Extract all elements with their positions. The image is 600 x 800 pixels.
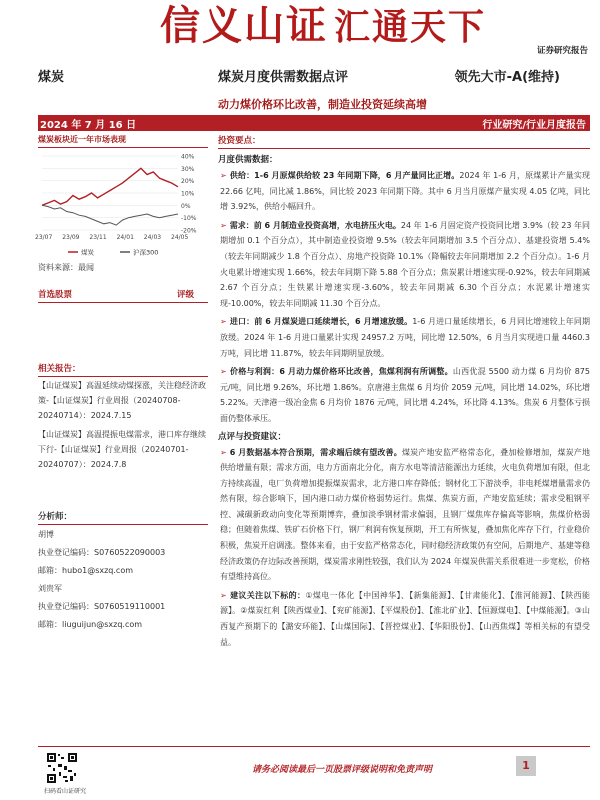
x-tick-label: 23/07 xyxy=(35,234,53,241)
paragraph-text: 24 年 1-6 月固定资产投资同比增 3.9%（较 23 年同期增加 0.1 个百分点），其中制造业投资增 9.5%（较去年同期增加 3.5 个百分点）、基建投资增 5.4%（较去年同期减少 1.8 个百分点）、房地产投资降 10.1%（降幅较去年同期增加 2.2 个百分点）。1-6 月火电累计增速实现 1.66%，较去年同期下降 5.88 个百分点；焦炭累计增速实现-0.92%，较去年同期减 2.67 个百分点；生铁累计增速实现-3.60%，较去年同期减 6.30 个百分点；水泥累计增速实现-10.00%，较去年同期减 11.30 个百分点。 xyxy=(220,220,590,308)
x-tick-label: 23/09 xyxy=(62,234,80,241)
comment-header: 点评与投资建议： xyxy=(218,431,287,442)
related-report-link[interactable]: 【山证煤炭】高温提振电煤需求，港口库存继续下行-【山证煤炭】行业周报（20240701-20240707）：2024.7.8 xyxy=(38,430,206,469)
chart-container xyxy=(35,150,208,260)
x-tick-label: 24/03 xyxy=(143,234,162,241)
analysts xyxy=(38,526,208,634)
paragraph-supply xyxy=(218,168,590,215)
paragraph-text: 1-6 月进口量延续增长，6 月同比增速较上年同期放缓。2024 年 1-6 月进口量累计实现 24957.2 万吨，同比增 12.50%，6 月当月实现进口量 4460.3 万吨，同比增 11.87%，较去年同期明显放缓。 xyxy=(220,317,590,358)
paragraph-demand xyxy=(218,218,590,312)
related-reports xyxy=(38,378,210,476)
bullet-icon: ➢ xyxy=(220,317,227,327)
logo-part1: 信义山证 xyxy=(160,2,328,49)
stocks-rating-header: 评级 xyxy=(176,290,194,300)
analyst-header: 分析师： xyxy=(38,510,208,525)
y-tick-label: 10% xyxy=(181,190,195,198)
series-line-煤炭 xyxy=(42,168,178,205)
y-tick-label: -10% xyxy=(181,215,197,223)
legend-label: 煤炭 xyxy=(81,248,94,257)
analyst-email[interactable]: 邮箱：hubo1@sxzq.com xyxy=(38,566,134,575)
key-points-header: 投资要点： xyxy=(218,134,590,149)
stocks-header-label: 首选股票 xyxy=(38,290,73,300)
related-report-link[interactable]: 【山证煤炭】高温延续动煤探涨，关注稳经济政策-【山证煤炭】行业周报（20240708-20240714）：2024.7.15 xyxy=(38,381,206,420)
qr-code-icon[interactable] xyxy=(46,752,78,784)
paragraph-import xyxy=(218,314,590,361)
paragraph-suggestion xyxy=(218,588,590,650)
paragraph-lead: 建议关注以下标的： xyxy=(229,590,306,600)
paragraph-lead: 6 月数据基本符合预期，需求端后续有望改善。 xyxy=(229,447,402,457)
legend-label: 沪深300 xyxy=(133,248,159,257)
y-tick-label: 0% xyxy=(181,202,191,210)
y-tick-label: 20% xyxy=(181,178,195,186)
related-reports-header: 相关报告： xyxy=(38,362,208,377)
left-column xyxy=(35,134,208,260)
paragraph-lead: 进口：前 6 月煤炭进口延续增长，6 月增速放缓。 xyxy=(229,317,413,327)
chart-title: 煤炭板块近一年市场表现 xyxy=(38,134,208,148)
x-tick-label: 24/01 xyxy=(116,234,134,241)
chart-source: 资料来源：最闻 xyxy=(38,263,94,272)
paragraph-comment xyxy=(218,445,590,585)
qr-label: 扫码看山证研究 xyxy=(44,788,87,795)
paragraph-price xyxy=(218,364,590,426)
analyst-email[interactable]: 邮箱：liuguijun@sxzq.com xyxy=(38,620,143,629)
analyst-name: 胡博 xyxy=(38,530,54,539)
analyst-cert: 执业登记编码：S0760522090003 xyxy=(38,548,166,557)
paragraph-text: 山西优混 5500 动力煤 6 月均价 875 元/吨，同比增 9.26%，环比增 1.86%。京唐港主焦煤 6 月均价 2059 元/吨，同比增 14.02%，环比增 5.22%。天津港一级冶金焦 6 月均价 1876 元/吨，同比增 4.24%，环比降 4.13%。焦炭 6 月整体亏损面仍整体承压。 xyxy=(220,367,590,423)
paragraph-text: 2024 年 1-6 月，原煤累计产量实现 22.66 亿吨，同比减 1.86%，同比较 2023 年同期下降。其中 6 月当月原煤产量实现 4.05 亿吨，同比增 3.92%，供给小幅回升。 xyxy=(220,171,590,212)
disclaimer-note: 请务必阅读最后一页股票评级说明和免责声明 xyxy=(252,765,433,775)
y-tick-label: 30% xyxy=(181,165,195,173)
bullet-icon: ➢ xyxy=(220,590,227,600)
header-row xyxy=(0,64,600,86)
x-tick-label: 23/11 xyxy=(89,234,107,241)
report-type: 行业研究/行业月度报告 xyxy=(482,120,586,131)
logo-band xyxy=(0,0,600,56)
department-label: 证券研究报告 xyxy=(536,46,588,56)
paragraph-lead: 供给：1-6 月原煤供给较 23 年同期下降，6 月产量同比正增。 xyxy=(229,171,460,180)
report-subtitle: 动力煤价格环比改善，制造业投资延续高增 xyxy=(218,98,427,111)
industry-label: 煤炭 xyxy=(38,70,65,85)
right-column xyxy=(218,134,590,653)
paragraph-lead: 价格与利润：6 月动力煤价格环比改善，焦煤利润有所调整。 xyxy=(229,367,453,377)
report-date: 2024 年 7 月 16 日 xyxy=(40,120,137,131)
bullet-icon: ➢ xyxy=(220,171,227,180)
footer-rule xyxy=(38,746,590,747)
analyst-cert: 执业登记编码：S0760519110001 xyxy=(38,602,166,611)
rating-label: 领先大市-A(维持) xyxy=(454,70,560,85)
paragraph-lead: 需求：前 6 月制造业投资高增，水电挤压火电。 xyxy=(229,220,401,230)
bullet-icon: ➢ xyxy=(220,367,227,377)
stocks-header xyxy=(38,288,208,303)
monthly-data-header: 月度供需数据： xyxy=(218,155,278,165)
analyst-name: 刘贵军 xyxy=(38,584,62,593)
paragraph-text: ①煤电一体化【中国神华】、【新集能源】、【甘肃能化】、【淮河能源】、【陕西能源】。②煤炭红利【陕西煤业】、【兖矿能源】、【平煤股份】、【淮北矿业】、【恒源煤电】、【中煤能源】。③山西复产预期下的【潞安环能】、【山煤国际】、【晋控煤业】、【华阳股份】、【山西焦煤】等相关标的有望受益。 xyxy=(220,590,591,647)
series-line-沪深300 xyxy=(42,205,178,225)
brand-logo xyxy=(160,0,486,51)
bullet-icon: ➢ xyxy=(220,447,227,457)
paragraph-text: 煤炭产地安监严格常态化，叠加检修增加，煤炭产地供给增量有限；需求方面，电力方面南北分化，南方水电等清洁能源出力延续，火电负荷增加有限，但北方持续高温，电厂负荷增加提振煤炭需求，北方港口库存降低；钢材化工下游淡季，非电耗煤增量需求仍然有限，综合影响下，国内港口动力煤价格弱势运行。焦煤、焦炭方面，产地安监延续；需求受粗钢平控、减碳新政动向变化等预期博弈，叠加淡季钢材需求偏弱，且钢厂煤焦库存偏高等影响，焦煤价格弱稳；但随着焦煤、铁矿石价格下行，钢厂利润有恢复预期，开工有所恢复，叠加焦化库存下行，行业稳价积极，焦炭开启调涨。整体来看，由于安监严格常态化，同时稳经济政策仍有空间，后期地产、基建等稳经济政策仍存边际改善预期，煤炭需求刚性较强，我们认为 2024 年煤炭供需关系很难进一步宽松，价格有望维持高位。 xyxy=(220,447,590,582)
bullet-icon: ➢ xyxy=(220,220,227,230)
y-tick-label: 40% xyxy=(181,153,195,161)
market-performance-chart xyxy=(35,150,208,260)
y-tick-label: -20% xyxy=(181,227,197,235)
logo-part2: 汇通天下 xyxy=(334,6,487,48)
x-tick-label: 24/05 xyxy=(171,234,189,241)
report-title: 煤炭月度供需数据点评 xyxy=(218,70,349,85)
page-number: 1 xyxy=(516,756,536,776)
